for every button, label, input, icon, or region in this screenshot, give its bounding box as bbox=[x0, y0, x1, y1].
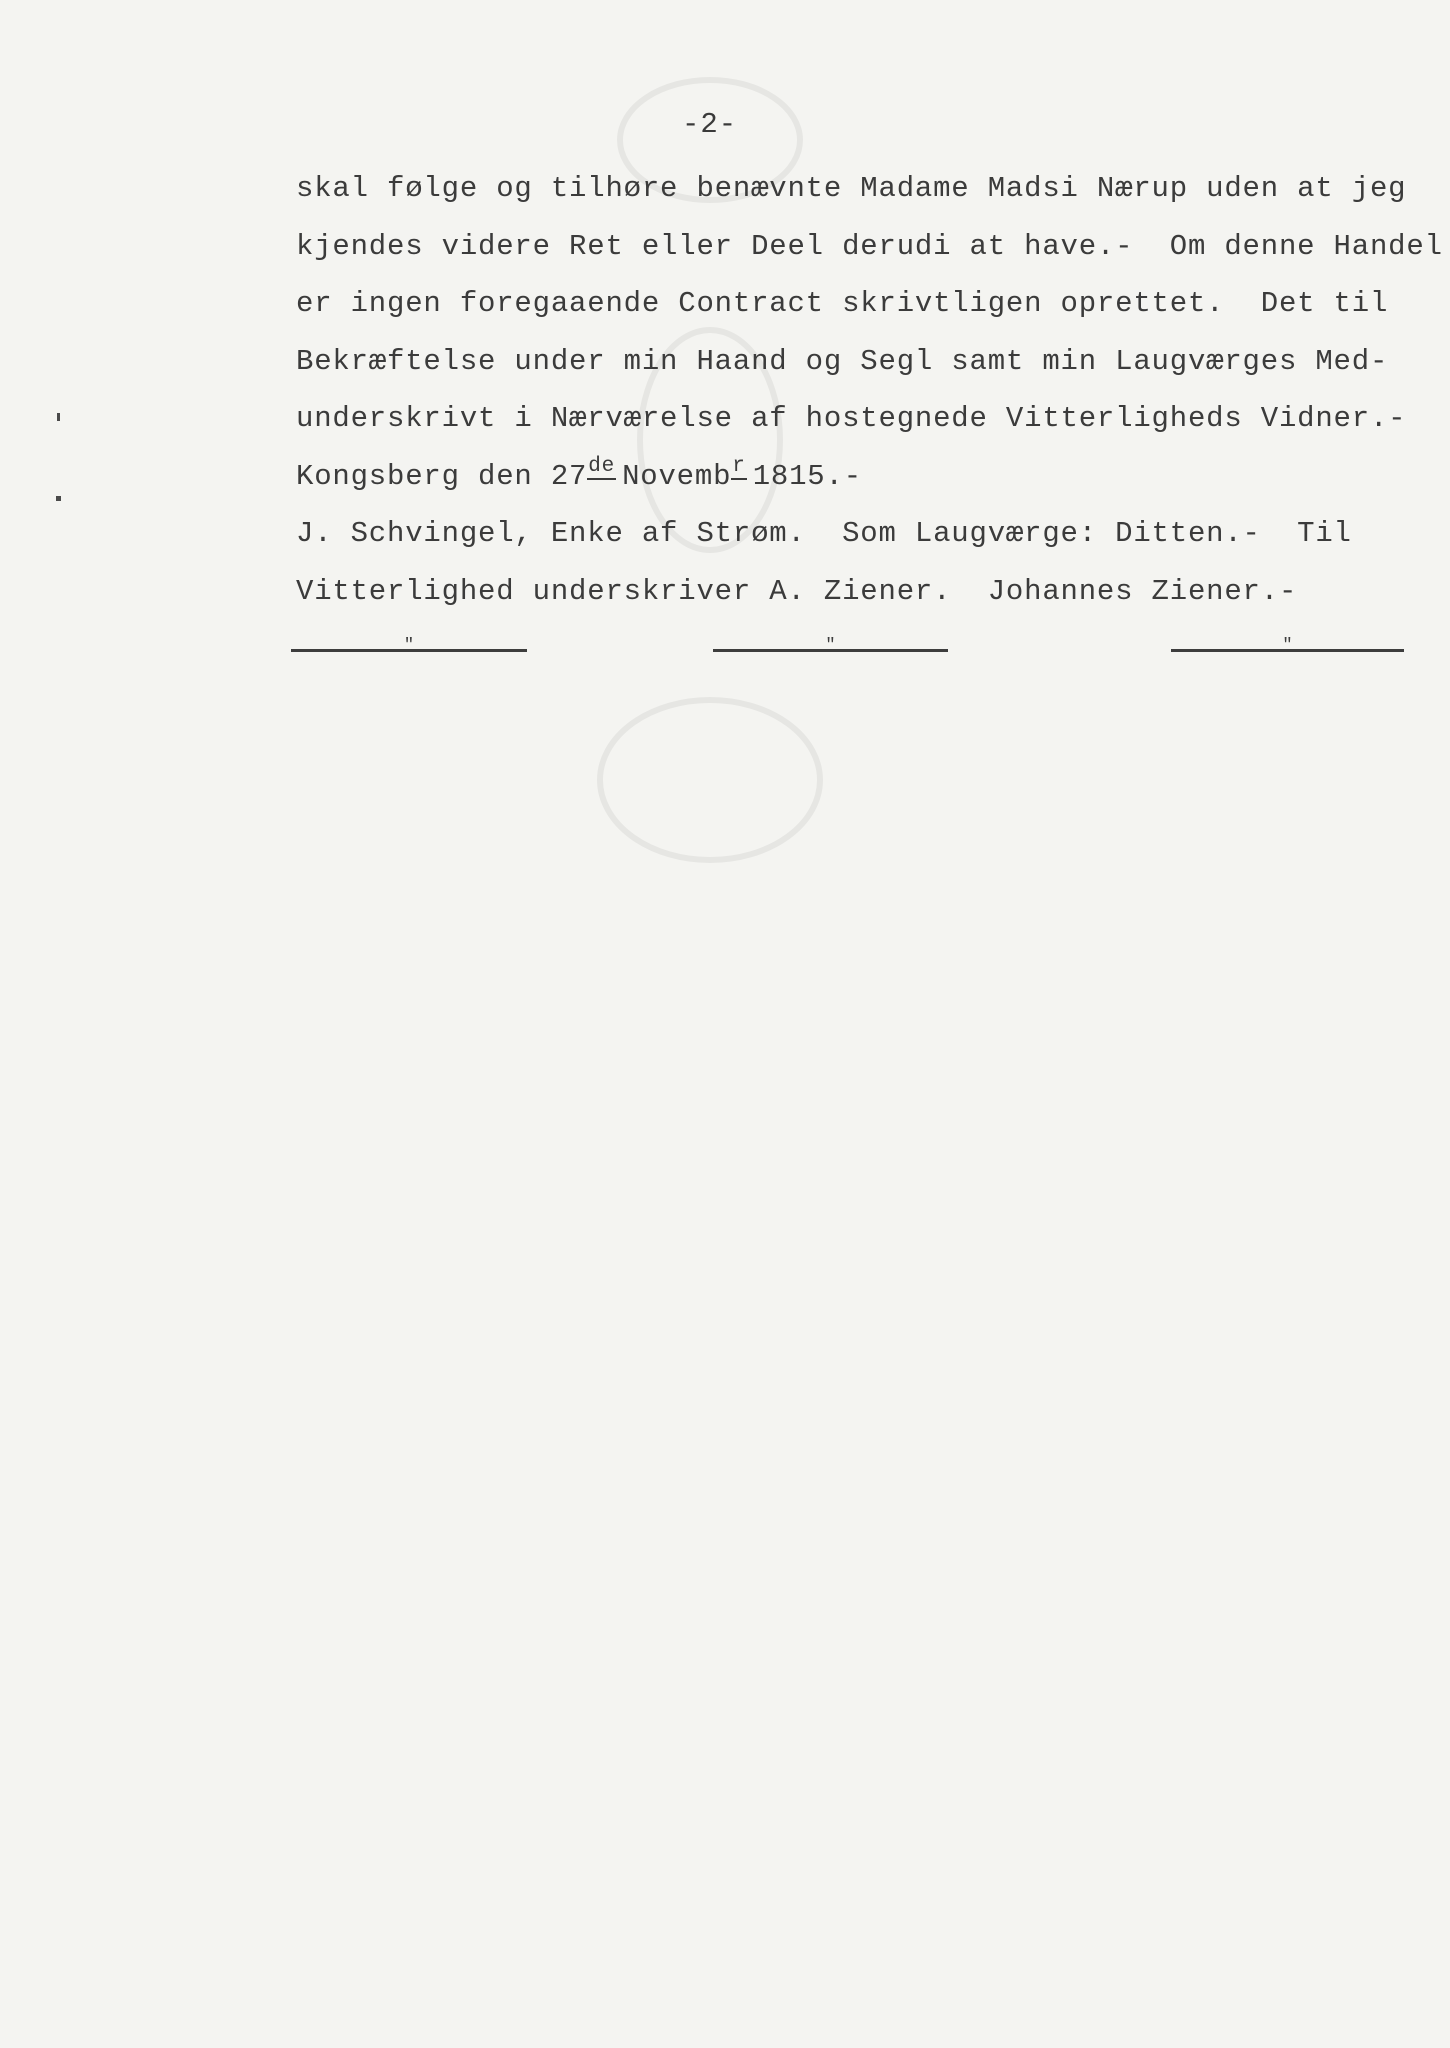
text-line: underskrivt i Nærværelse af hostegnede Vitterligheds Vidner.- bbox=[296, 402, 1407, 435]
text-line: kjendes videre Ret eller Deel derudi at have.- Om denne Handel bbox=[296, 229, 1443, 263]
margin-mark bbox=[56, 496, 61, 501]
divider-line bbox=[1171, 636, 1404, 655]
date-line bbox=[296, 448, 1426, 506]
date-month: Novemb bbox=[622, 459, 732, 493]
date-year: 1815.- bbox=[752, 459, 862, 493]
divider-line bbox=[291, 636, 527, 655]
page-number: -2- bbox=[682, 108, 738, 141]
ditto-mark: " bbox=[1282, 636, 1293, 655]
text-line: skal følge og tilhøre benævnte Madame Madsi Nærup uden at jeg bbox=[296, 172, 1407, 205]
text-line: er ingen foregaaende Contract skrivtligen oprettet. Det til bbox=[296, 287, 1389, 320]
ditto-mark: " bbox=[403, 636, 415, 655]
margin-mark bbox=[57, 413, 60, 421]
ditto-mark: " bbox=[825, 636, 836, 655]
month-superscript: r bbox=[732, 454, 746, 478]
text-line: Vitterlighed underskriver A. Ziener. Johannes Ziener.- bbox=[296, 574, 1298, 608]
document-body bbox=[296, 160, 1443, 620]
day-superscript: de bbox=[588, 454, 616, 478]
text-line: Bekræftelse under min Haand og Segl samt min Laugværges Med- bbox=[296, 344, 1389, 378]
divider-line bbox=[713, 636, 948, 655]
text-line: J. Schvingel, Enke af Strøm. Som Laugværge: Ditten.- Til bbox=[296, 517, 1352, 550]
date-place: Kongsberg den 27 bbox=[296, 459, 588, 493]
